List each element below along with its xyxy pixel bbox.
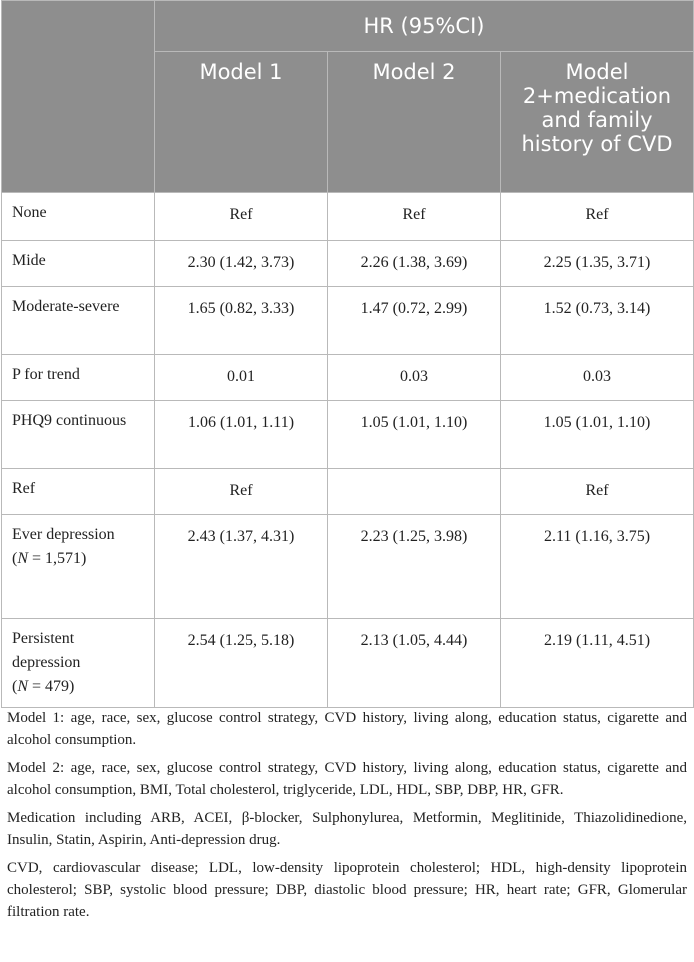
sample-size-variable: N [17,678,28,695]
column-header-model-2-medication: Model 2+medication and family history of CVD [501,52,694,193]
table-row [2,469,694,515]
sample-size-open: ( [12,550,18,567]
table-cell: 1.65 (0.82, 3.33) [155,287,328,355]
hr-group-header: HR (95%CI) [155,1,694,52]
footnote-abbreviations: CVD, cardiovascular disease; LDL, low-density lipoprotein cholesterol; HDL, high-density lipoprotein cholesterol; SBP, systolic blood pressure; DBP, diastolic blood pressure; HR, heart rate; GFR, Glomerular filtration rate. [7,860,687,920]
hazard-ratio-table [1,0,694,708]
table-cell: 0.03 [328,355,501,401]
table-cell: 2.30 (1.42, 3.73) [155,241,328,287]
footnote-medication: Medication including ARB, ACEI, β-blocker, Sulphonylurea, Metformin, Meglitinide, Thiazolidinedione, Insulin, Statin, Aspirin, Anti-depression drug. [7,810,687,848]
row-label [2,619,155,708]
header-corner-cell [2,1,155,193]
footnote-model-1: Model 1: age, race, sex, glucose control strategy, CVD history, living along, education status, cigarette and alcohol consumption. [7,710,687,748]
table-cell: 1.47 (0.72, 2.99) [328,287,501,355]
row-label: Ref [2,469,155,515]
table-cell: 1.05 (1.01, 1.10) [328,401,501,469]
table-row [2,241,694,287]
table-row [2,515,694,619]
table-cell: 2.26 (1.38, 3.69) [328,241,501,287]
row-label: P for trend [2,355,155,401]
table-cell: 0.01 [155,355,328,401]
table-cell: 1.06 (1.01, 1.11) [155,401,328,469]
row-label: PHQ9 continuous [2,401,155,469]
sample-size-variable: N [17,550,28,567]
table-cell: 2.54 (1.25, 5.18) [155,619,328,708]
table-cell [328,469,501,515]
table-cell: 2.25 (1.35, 3.71) [501,241,694,287]
sample-size-value: = 1,571) [28,550,87,567]
row-label: Moderate-severe [2,287,155,355]
table-cell: 2.19 (1.11, 4.51) [501,619,694,708]
table-cell: Ref [501,193,694,241]
table-cell: 0.03 [501,355,694,401]
table-cell: 2.23 (1.25, 3.98) [328,515,501,619]
sample-size-value: = 479) [28,678,75,695]
table-cell: 2.13 (1.05, 4.44) [328,619,501,708]
table-row [2,619,694,708]
column-header-model-1: Model 1 [155,52,328,193]
column-header-model-2: Model 2 [328,52,501,193]
table-cell: 1.05 (1.01, 1.10) [501,401,694,469]
table-cell: Ref [155,469,328,515]
table-row [2,193,694,241]
row-label-text: Ever depression [12,526,115,543]
row-label [2,515,155,619]
table-cell: Ref [328,193,501,241]
table-cell: Ref [501,469,694,515]
table-row [2,401,694,469]
table-row [2,287,694,355]
table-row [2,355,694,401]
table-footnotes [7,707,687,929]
table-cell: Ref [155,193,328,241]
table-cell: 2.43 (1.37, 4.31) [155,515,328,619]
sample-size-open: ( [12,678,18,695]
table-cell: 2.11 (1.16, 3.75) [501,515,694,619]
row-label: None [2,193,155,241]
footnote-model-2: Model 2: age, race, sex, glucose control strategy, CVD history, living along, education status, cigarette and alcohol consumption, BMI, Total cholesterol, triglyceride, LDL, HDL, SBP, DBP, HR, GFR. [7,760,687,798]
row-label-text: Persistent depression [12,630,81,671]
row-label: Mide [2,241,155,287]
table-cell: 1.52 (0.73, 3.14) [501,287,694,355]
